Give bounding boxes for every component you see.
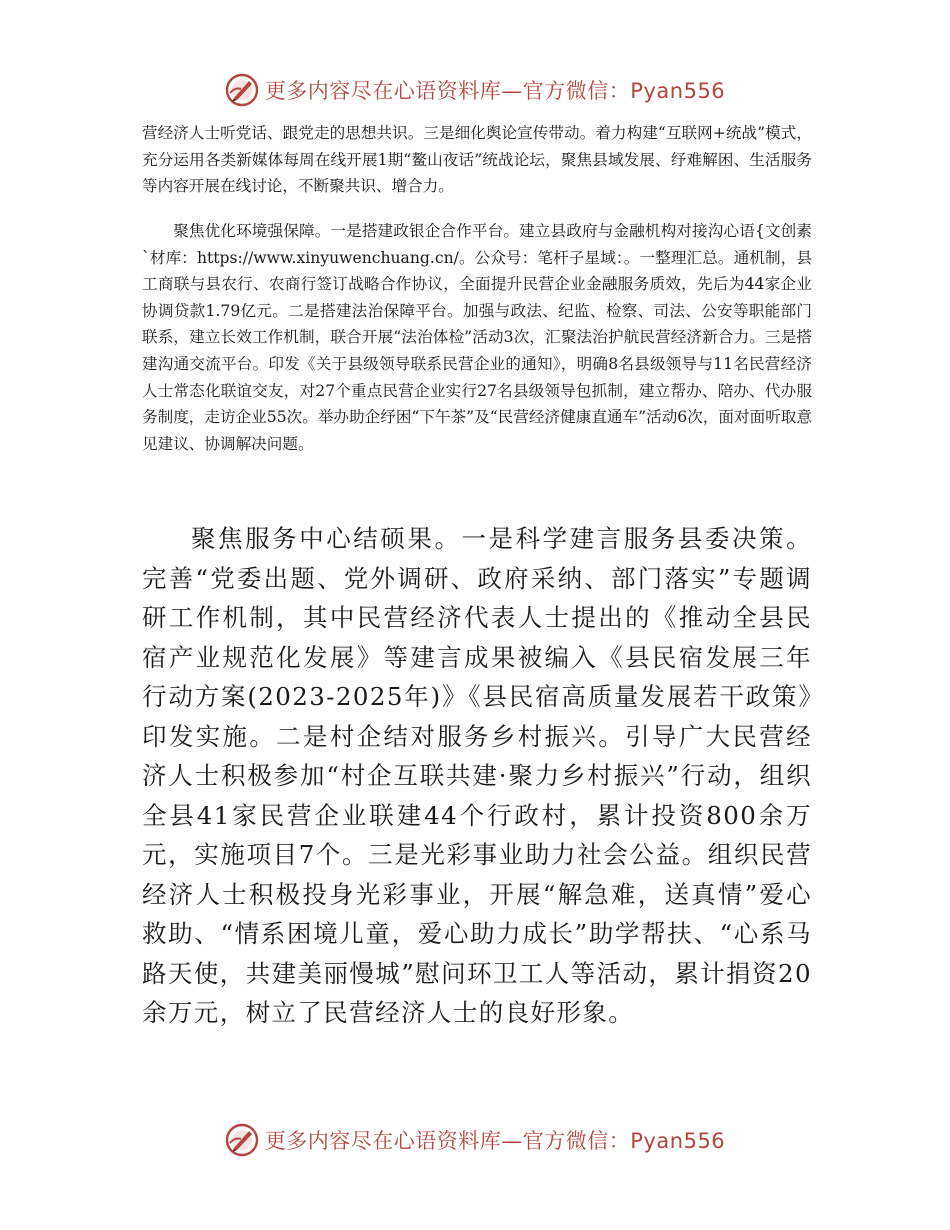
paragraph-service-center: 聚焦服务中心结硕果。一是科学建言服务县委决策。完善“党委出题、党外调研、政府采纳、部门落实”专题调研工作机制，其中民营经济代表人士提出的《推动全县民宿产业规范化发展》等建言成果被编入《县民宿发展三年行动方案(2023-2025年)》《县民宿高质量发展若干政策》印发实施。二是村企结对服务乡村振兴。引导广大民营经济人士积极参加“村企互联共建·聚力乡村振兴”行动，组织全县41家民营企业联建44个行政村，累计投资800余万元，实施项目7个。三是光彩事业助力社会公益。组织民营经济人士积极投身光彩事业，开展“解急难，送真情”爱心救助、“情系困境儿童，爱心助力成长”助学帮扶、“心系马路天使，共建美丽慢城”慰问环卫工人等活动，累计捐资20余万元，树立了民营经济人士的良好形象。 [142, 524, 812, 1027]
paragraph-environment-guarantee: 聚焦优化环境强保障。一是搭建政银企合作平台。建立县政府与金融机构对接沟心语{文创素`材库：https://www.xinyuwenchuang.cn/。公众号：笔杆子星域：。一整理汇总。通机制，县工商联与县农行、农商行签订战略合作协议，全面提升民营企业金融服务质效，先后为44家企业协调贷款1.79亿元。二是搭建法治保障平台。加强与政法、纪监、检察、司法、公安等职能部门联系，建立长效工作机制，联合开展“法治体检”活动3次，汇聚法治护航民营经济新合力。三是搭建沟通交流平台。印发《关于县级领导联系民营企业的通知》，明确8名县级领导与11名民营经济人士常态化联谊交友，对27个重点民营企业实行27名县级领导包抓制，建立帮办、陪办、代办服务制度，走访企业55次。举办助企纾困“下午茶”及“民营经济健康直通车”活动6次，面对面听取意见建议、协调解决问题。 [142, 222, 812, 453]
quill-seal-icon [225, 73, 259, 107]
header-watermark-banner [0, 70, 950, 110]
quill-seal-icon [225, 1123, 259, 1157]
paragraph-continuation: 营经济人士听党话、跟党走的思想共识。三是细化舆论宣传带动。着力构建“互联网+统战”模式，充分运用各类新媒体每周在线开展1期“鳌山夜话”统战论坛，聚焦县域发展、纾难解困、生活服务等内容开展在线讨论，不断聚共识、增合力。 [142, 124, 812, 196]
header-watermark-text: 更多内容尽在心语资料库—官方微信：Pyan556 [264, 79, 726, 103]
footer-watermark-banner [0, 1120, 950, 1160]
footer-watermark-text: 更多内容尽在心语资料库—官方微信：Pyan556 [264, 1129, 726, 1153]
